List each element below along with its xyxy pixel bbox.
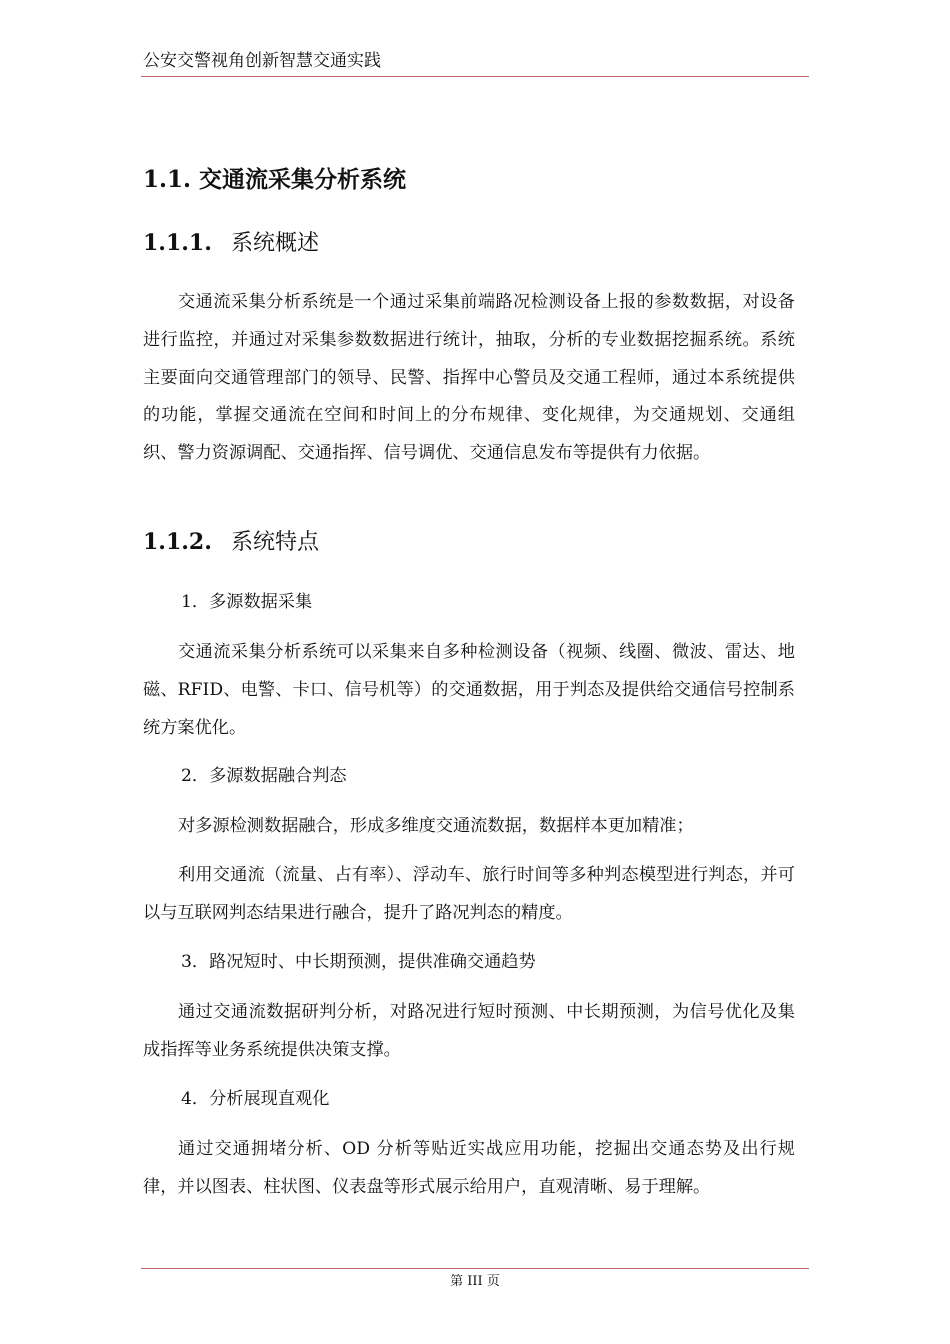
subsection-heading-features <box>143 526 319 559</box>
footer-divider <box>141 1268 809 1269</box>
feature-paragraph-4: 通过交通拥堵分析、OD 分析等贴近实战应用功能，挖掘出交通态势及出行规律，并以图表、柱状图、仪表盘等形式展示给用户，直观清晰、易于理解。 <box>143 1139 795 1197</box>
feature-paragraph-2b: 利用交通流（流量、占有率）、浮动车、旅行时间等多种判态模型进行判态，并可以与互联网判态结果进行融合，提升了路况判态的精度。 <box>143 865 795 923</box>
running-header: 公安交警视角创新智慧交通实践 <box>143 51 381 71</box>
subsection-title: 系统概述 <box>231 231 320 256</box>
feature-paragraph-3: 通过交通流数据研判分析，对路况进行短时预测、中长期预测，为信号优化及集成指挥等业务系统提供决策支撑。 <box>143 1002 795 1060</box>
feature-heading-1: 1．多源数据采集 <box>181 592 313 612</box>
section-title: 交通流采集分析系统 <box>199 166 407 193</box>
subsection-number: 1.1.1. <box>143 230 212 256</box>
feature-paragraph-2a: 对多源检测数据融合，形成多维度交通流数据，数据样本更加精准； <box>178 816 694 836</box>
feature-heading-3: 3．路况短时、中长期预测，提供准确交通趋势 <box>181 952 536 972</box>
header-divider <box>141 76 809 77</box>
subsection-title: 系统特点 <box>231 530 320 555</box>
section-heading <box>143 163 406 197</box>
subsection-heading-overview <box>143 227 319 260</box>
feature-paragraph-1: 交通流采集分析系统可以采集来自多种检测设备（视频、线圈、微波、雷达、地磁、RFID、电警、卡口、信号机等）的交通数据，用于判态及提供给交通信号控制系统方案优化。 <box>143 642 795 738</box>
feature-heading-4: 4．分析展现直观化 <box>181 1089 330 1109</box>
overview-paragraph: 交通流采集分析系统是一个通过采集前端路况检测设备上报的参数数据，对设备进行监控，并通过对采集参数数据进行统计，抽取，分析的专业数据挖掘系统。系统主要面向交通管理部门的领导、民警、指挥中心警员及交通工程师，通过本系统提供的功能，掌握交通流在空间和时间上的分布规律、变化规律，为交通规划、交通组织、警力资源调配、交通指挥、信号调优、交通信息发布等提供有力依据。 <box>143 292 795 464</box>
page-number: 第 III 页 <box>450 1274 500 1289</box>
feature-heading-2: 2．多源数据融合判态 <box>181 766 347 786</box>
section-number: 1.1. <box>143 166 192 193</box>
subsection-number: 1.1.2. <box>143 529 212 555</box>
